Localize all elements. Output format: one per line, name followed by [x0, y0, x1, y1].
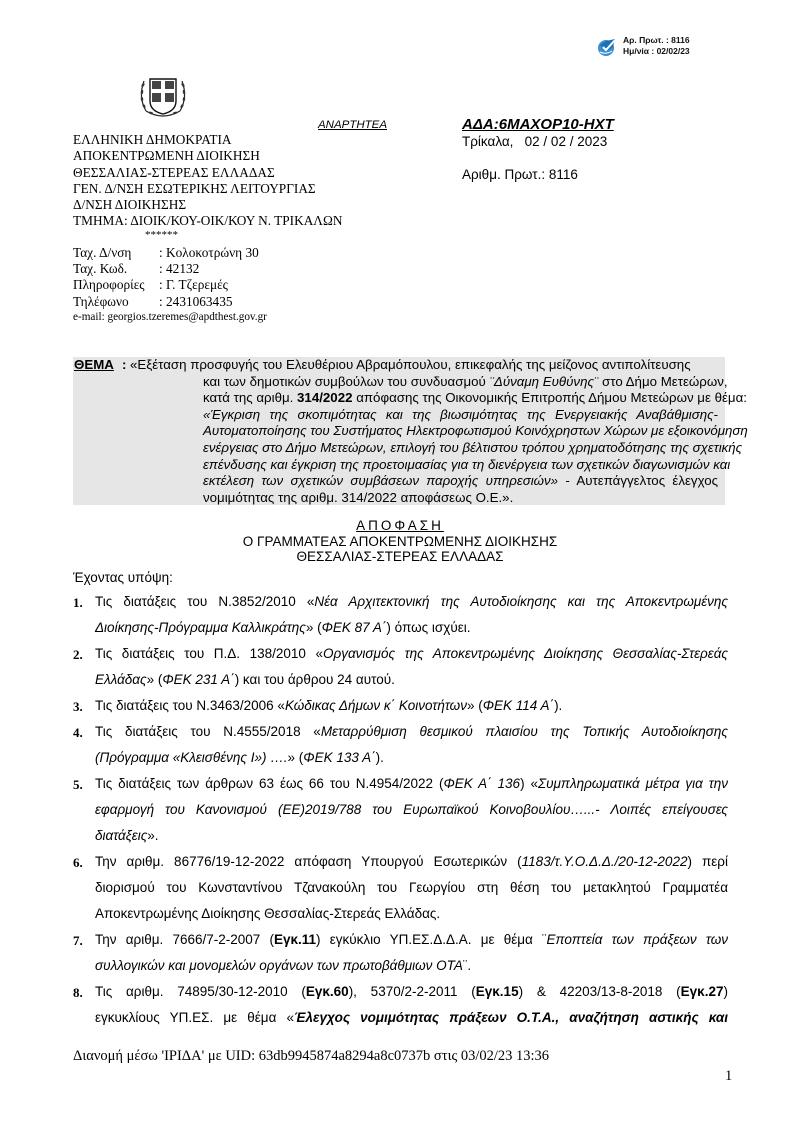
distribution-footer: Διανομή μέσω 'ΙΡΙΔΑ' με UID: 63db9945874a8294a8c0737b στις 03/02/23 13:36: [73, 1048, 550, 1064]
subject-line: [203, 390, 747, 407]
subject-line: ενέργειας στο Δήμο Μετεώρων, επιλογή του βέλτιστου τρόπου χρηματοδότησης της σχετικής: [203, 439, 743, 455]
contact-postcode: [73, 261, 259, 277]
subject-line: «Εξέταση προσφυγής του Ελευθέριου Αβραμόπουλου, επικεφαλής της μείζονος αντιπολίτευσης: [130, 357, 691, 372]
contact-email[interactable]: e-mail: georgios.tzeremes@apdthest.gov.gr: [73, 311, 267, 323]
contact-info: [73, 245, 259, 310]
text: Την αριθμ. 7666/7-2-2007 (: [95, 932, 274, 947]
law-title: Συμπληρωματικά μέτρα για την: [537, 776, 728, 791]
org-line: ΕΛΛΗΝΙΚΗ ΔΗΜΟΚΡΑΤΙΑ: [73, 132, 232, 147]
item-line: [95, 979, 728, 1005]
contact-info-person: [73, 277, 259, 293]
protocol-stamp: [596, 33, 726, 63]
law-title: Διοίκησης-Πρόγραμμα Καλλικράτης: [95, 620, 306, 635]
contact-value: : 2431063435: [159, 293, 233, 309]
gazette-ref: ΦΕΚ 231 Α΄: [162, 672, 235, 687]
text: » (: [305, 620, 322, 635]
circular-ref: Εγκ.60: [305, 984, 349, 999]
text: απόφασης της Οικονομικής Επιτροπής Δήμου Μετεώρων με θέμα:: [352, 390, 747, 406]
text: εγκυκλίους ΥΠ.ΕΣ. με θέμα «: [95, 1010, 294, 1025]
registry-check-logo-icon: [596, 35, 618, 57]
text: Την αριθμ. 86776/19-12-2022 απόφαση Υπουργού Εσωτερικών (: [95, 854, 522, 869]
circular-ref: Εγκ.27: [680, 984, 724, 999]
org-line: ΑΠΟΚΕΝΤΡΩΜΕΝΗ ΔΙΟΙΚΗΣΗ: [73, 148, 260, 164]
item-line: [95, 745, 728, 771]
circular-ref: Εγκ.15: [475, 984, 519, 999]
gazette-ref: ΦΕΚ Α΄ 136: [443, 776, 521, 791]
text: - Αυτεπάγγελτος έλεγχος: [558, 473, 718, 489]
subject-line: «Έγκριση της σκοπιμότητας και της βιωσιμότητας της Ενεργειακής Αναβάθμισης-: [203, 406, 718, 422]
decision-number: 314/2022: [297, 390, 353, 406]
item-line: [95, 589, 728, 615]
coalition-name: ¨Δύναμη Ευθύνης¨: [489, 373, 599, 389]
item-line: [95, 615, 728, 641]
org-line: ΘΕΣΣΑΛΙΑΣ-ΣΤΕΡΕΑΣ ΕΛΛΑΔΑΣ: [73, 164, 275, 180]
ada-code: ΑΔΑ:6ΜΑΧΟΡ10-ΗΧΤ: [462, 116, 614, 133]
circular-title: συλλογικών και μονομελών οργάνων των πρωτοβάθμιων ΟΤΑ: [95, 958, 463, 973]
circular-title: Έλεγχος νομιμότητας πράξεων Ο.Τ.Α., αναζήτηση αστικής και: [294, 1010, 729, 1025]
subject-line: Αυτοματοποίησης του Συστήματος Ηλεκτροφωτισμού Κοινόχρηστων Χώρων με εξοικονόμηση: [203, 423, 748, 439]
text: ».: [147, 828, 159, 843]
item-line: [95, 667, 728, 693]
text: Τις διατάξεις των άρθρων 63 έως 66 του Ν.4954/2022 (: [95, 776, 444, 791]
issuer-line: ΘΕΣΣΑΛΙΑΣ-ΣΤΕΡΕΑΣ ΕΛΛΑΔΑΣ: [296, 549, 504, 564]
subject-line: [203, 473, 718, 490]
contact-key: Ταχ. Κωδ.: [73, 261, 128, 277]
gazette-ref: ΦΕΚ 114 Α΄: [482, 698, 555, 713]
text: Τις διατάξεις του Ν.4555/2018 «: [95, 724, 321, 739]
considering-label: Έχοντας υπόψη:: [73, 570, 173, 585]
text: ): [723, 984, 728, 999]
law-title: Κώδικας Δήμων κ΄ Κοινοτήτων: [284, 698, 467, 713]
contact-value: : Γ. Τζερεμές: [159, 277, 228, 293]
decision-title: ΑΠΟΦΑΣΗ: [356, 518, 444, 533]
stamp-protocol: Αρ. Πρωτ. : 8116: [623, 35, 690, 45]
subject-body: [203, 373, 748, 507]
text: ) όπως ισχύει.: [386, 620, 471, 635]
page-number: 1: [725, 1068, 733, 1084]
subject-box: [73, 357, 748, 505]
gazette-ref: ΦΕΚ 133 Α΄: [303, 750, 376, 765]
posting-label: ΑΝΑΡΤΗΤΕΑ: [318, 119, 388, 131]
contact-phone: [73, 294, 259, 310]
law-title: Μεταρρύθμιση θεσμικού πλαισίου της Τοπικής Αυτοδιοίκησης: [320, 724, 728, 739]
item-line: διορισμού του Κωνσταντίνου Τζανακούλη του Γεωργίου στη θέση του μετακλητού Γραμματέα: [95, 880, 728, 895]
text: ) και του άρθρου 24 αυτού.: [234, 672, 395, 687]
text: » (: [287, 750, 304, 765]
issuing-authority: [73, 132, 342, 230]
contact-value: : 42132: [159, 261, 200, 277]
item-number: 3.: [73, 699, 83, 714]
text: ), 5370/2-2-2011 (: [348, 984, 476, 999]
law-title: διατάξεις: [95, 828, 148, 843]
text: ) «: [520, 776, 538, 791]
text: » (: [466, 698, 483, 713]
item-line: [95, 1005, 728, 1031]
subject-colon: :: [122, 357, 127, 372]
text: Τις διατάξεις του Ν.3463/2006 «: [95, 698, 285, 713]
text: ) & 42203/13-8-2018 (: [518, 984, 681, 999]
decision-ref: 1183/τ.Υ.Ο.Δ.Δ./20-12-2022: [521, 854, 688, 869]
item-number: 5.: [73, 777, 83, 792]
item-number: 2.: [73, 647, 83, 662]
text: εκτέλεση των σχετικών συμβάσεων παροχής υπηρεσιών»: [203, 473, 559, 489]
org-line: ΤΜΗΜΑ: ΔΙΟΙΚ/ΚΟΥ-ΟΙΚ/ΚΟΥ Ν. ΤΡΙΚΑΛΩΝ: [73, 213, 343, 229]
text: και των δημοτικών συμβούλων του συνδυασμού: [203, 373, 490, 389]
stamp-date: Ημ/νία : 02/02/23: [623, 46, 690, 56]
text: ¨.: [462, 958, 472, 973]
item-line: [95, 849, 728, 875]
text: Τις αριθμ. 74895/30-12-2010 (: [95, 984, 306, 999]
item-number: 4.: [73, 725, 83, 740]
contact-value: : Κολοκοτρώνη 30: [159, 245, 259, 260]
text: ) εγκύκλιο ΥΠ.ΕΣ.Δ.Δ.Α. με θέμα ¨: [316, 932, 547, 947]
org-line: ΓΕΝ. Δ/ΝΣΗ ΕΣΩΤΕΡΙΚΗΣ ΛΕΙΤΟΥΡΓΙΑΣ: [73, 180, 316, 196]
circular-ref: Εγκ.11: [273, 932, 317, 947]
separator-stars: ******: [145, 229, 178, 241]
law-title: Οργανισμός της Αποκεντρωμένης Διοίκησης Θεσσαλίας-Στερεάς: [322, 646, 728, 661]
item-line: [95, 693, 728, 719]
item-line: [95, 641, 728, 667]
issuer-line: Ο ΓΡΑΜΜΑΤΕΑΣ ΑΠΟΚΕΝΤΡΩΜΕΝΗΣ ΔΙΟΙΚΗΣΗΣ: [242, 533, 558, 549]
item-line: [95, 927, 728, 953]
greek-coat-of-arms-icon: [136, 67, 190, 121]
law-title: Ελλάδας: [95, 672, 147, 687]
item-line: [95, 719, 728, 745]
subject-line: επένδυσης και έγκριση της προετοιμασίας για τη διενέργεια των σχετικών διαγωνισμών και: [203, 456, 731, 472]
decision-header: [0, 518, 800, 565]
protocol-number: Αριθμ. Πρωτ.: 8116: [462, 167, 578, 182]
contact-key: Ταχ. Δ/νση: [73, 245, 132, 260]
item-line: [95, 823, 728, 849]
subject-label: ΘΕΜΑ: [74, 357, 114, 372]
item-line: [95, 771, 728, 797]
text: κατά της αριθμ.: [203, 390, 298, 406]
subject-line: [203, 373, 728, 391]
item-number: 7.: [73, 933, 83, 948]
text: στο Δήμο Μετεώρων,: [598, 373, 728, 389]
item-number: 1.: [73, 595, 83, 610]
subject-line: νομιμότητας της αριθμ. 314/2022 αποφάσεως Ο.Ε.».: [203, 489, 514, 505]
gazette-ref: ΦΕΚ 87 Α΄: [321, 620, 387, 635]
item-line: Αποκεντρωμένης Διοίκησης Θεσσαλίας-Στερεάς Ελλάδας.: [95, 906, 441, 921]
place-date: Τρίκαλα, 02 / 02 / 2023: [462, 134, 608, 149]
law-title: Νέα Αρχιτεκτονική της Αυτοδιοίκησης και της Αποκεντρωμένης: [314, 594, 728, 609]
text: Τις διατάξεις του Π.Δ. 138/2010 «: [95, 646, 323, 661]
text: ) περί: [687, 854, 728, 869]
text: ).: [375, 750, 384, 765]
circular-title: Εποπτεία των πράξεων των: [546, 932, 729, 947]
item-line: εφαρμογή του Κανονισμού (ΕΕ)2019/788 του Ευρωπαϊκού Κοινοβουλίου…...- Λοιπές επείγουσες: [95, 802, 728, 817]
contact-key: Τηλέφωνο: [73, 293, 129, 309]
contact-key: Πληροφορίες: [73, 277, 145, 293]
org-line: Δ/ΝΣΗ ΔΙΟΙΚΗΣΗΣ: [73, 197, 187, 213]
item-number: 6.: [73, 855, 83, 870]
item-number: 8.: [73, 985, 83, 1000]
contact-address: [73, 245, 259, 261]
text: » (: [146, 672, 163, 687]
law-title: (Πρόγραμμα «Κλεισθένης Ι») ….: [95, 750, 288, 765]
text: Τις διατάξεις του Ν.3852/2010 «: [95, 594, 315, 609]
text: ).: [554, 698, 563, 713]
item-line: [95, 953, 728, 979]
